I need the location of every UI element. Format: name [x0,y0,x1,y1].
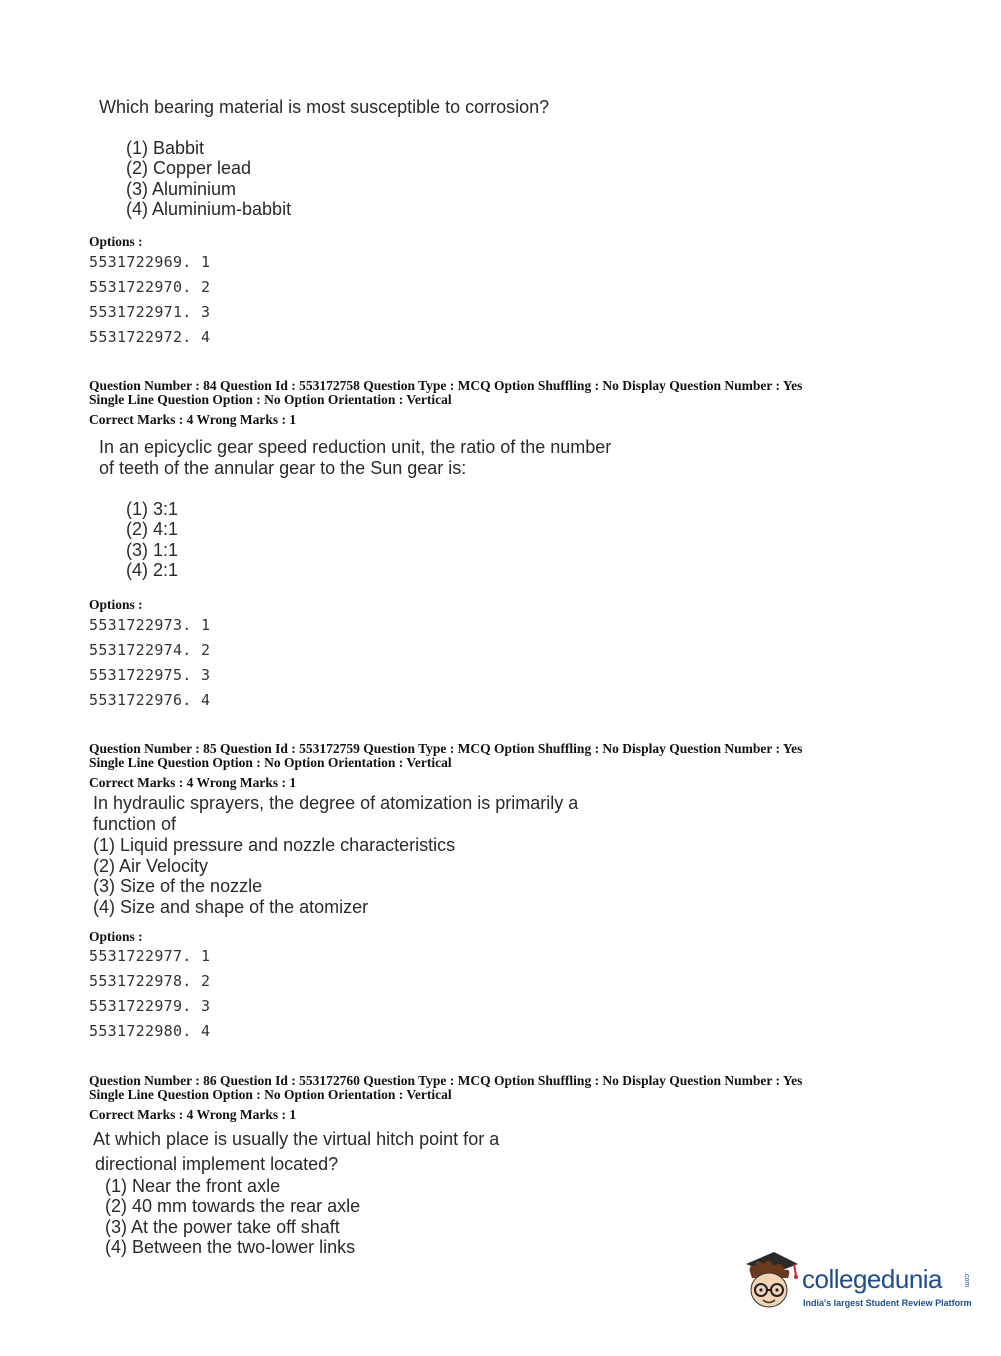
choice-1: (1) Liquid pressure and nozzle characteristics [93,835,456,855]
choice-4: (4) 2:1 [126,560,179,580]
option-id: 5531722977. 1 [89,947,211,965]
question-meta: Question Number : 86 Question Id : 553172760 Question Type : MCQ Option Shuffling : No Display Question Number : Yes [89,1073,803,1088]
question-text: In hydraulic sprayers, the degree of atomization is primarily a [93,793,579,813]
choice-3: (3) Aluminium [126,179,237,199]
choice-2: (2) 40 mm towards the rear axle [105,1196,361,1216]
question-marks: Correct Marks : 4 Wrong Marks : 1 [89,1107,297,1122]
choice-4: (4) Between the two-lower links [105,1237,356,1257]
logo-suffix: .com [963,1272,970,1288]
question-text: of teeth of the annular gear to the Sun gear is: [99,458,467,478]
option-id: 5531722972. 4 [89,328,211,346]
logo-tagline: India's largest Student Review Platform [803,1298,972,1308]
choice-3: (3) Size of the nozzle [93,876,263,896]
collegedunia-logo [742,1250,977,1314]
question-marks: Correct Marks : 4 Wrong Marks : 1 [89,775,297,790]
choice-4: (4) Aluminium-babbit [126,199,292,219]
question-meta: Question Number : 85 Question Id : 553172759 Question Type : MCQ Option Shuffling : No Display Question Number : Yes [89,741,803,756]
question-meta-2: Single Line Question Option : No Option Orientation : Vertical [89,1087,452,1102]
options-label: Options : [89,929,143,944]
question-text: At which place is usually the virtual hitch point for a [93,1129,500,1149]
choice-1: (1) 3:1 [126,499,179,519]
choice-3: (3) At the power take off shaft [105,1217,340,1237]
question-text: directional implement located? [95,1154,339,1174]
choice-1: (1) Babbit [126,138,205,158]
question-text: Which bearing material is most susceptible to corrosion? [99,97,550,117]
question-meta: Question Number : 84 Question Id : 553172758 Question Type : MCQ Option Shuffling : No Display Question Number : Yes [89,378,803,393]
question-meta-2: Single Line Question Option : No Option Orientation : Vertical [89,755,452,770]
option-id: 5531722975. 3 [89,666,211,684]
question-text: In an epicyclic gear speed reduction unit, the ratio of the number [99,437,612,457]
question-marks: Correct Marks : 4 Wrong Marks : 1 [89,412,297,427]
option-id: 5531722974. 2 [89,641,211,659]
option-id: 5531722980. 4 [89,1022,211,1040]
option-id: 5531722979. 3 [89,997,211,1015]
option-id: 5531722971. 3 [89,303,211,321]
choice-4: (4) Size and shape of the atomizer [93,897,369,917]
option-id: 5531722969. 1 [89,253,211,271]
option-id: 5531722976. 4 [89,691,211,709]
choice-2: (2) Air Velocity [93,856,209,876]
logo-wordmark: collegedunia [802,1264,943,1294]
choice-2: (2) Copper lead [126,158,252,178]
option-id: 5531722978. 2 [89,972,211,990]
mascot-icon [742,1250,800,1312]
option-id: 5531722970. 2 [89,278,211,296]
question-meta-2: Single Line Question Option : No Option Orientation : Vertical [89,392,452,407]
choice-2: (2) 4:1 [126,519,179,539]
question-text: function of [93,814,177,834]
options-label: Options : [89,234,143,249]
choice-3: (3) 1:1 [126,540,179,560]
choice-1: (1) Near the front axle [105,1176,281,1196]
options-label: Options : [89,597,143,612]
option-id: 5531722973. 1 [89,616,211,634]
